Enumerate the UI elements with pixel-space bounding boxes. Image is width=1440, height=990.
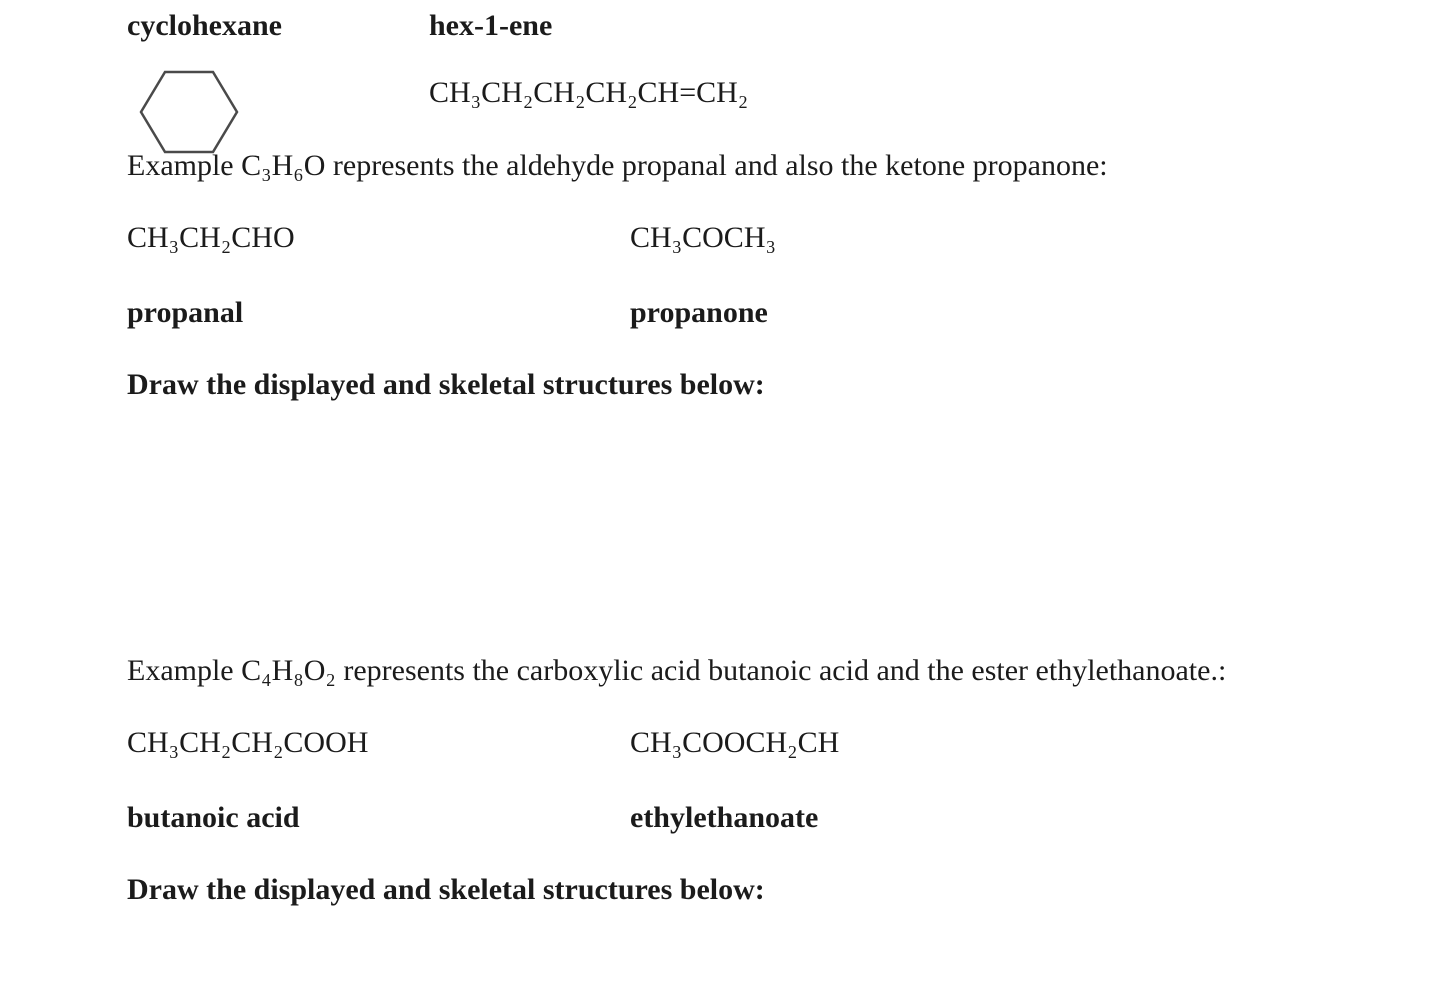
formula-butanoic-acid: CH₃CH₂CH₂COOH	[127, 726, 369, 759]
label-cyclohexane: cyclohexane	[127, 9, 282, 42]
formula-propanal: CH₃CH₂CHO	[127, 221, 295, 254]
example-butanoic-intro: Example C₄H₈O₂ represents the carboxylic acid butanoic acid and the ester ethylethanoate.:	[127, 654, 1227, 687]
label-propanal: propanal	[127, 296, 244, 329]
label-ethylethanoate: ethylethanoate	[630, 801, 819, 834]
formula-ethylethanoate: CH₃COOCH₂CH	[630, 726, 840, 759]
cyclohexane-skeletal-structure	[139, 70, 239, 154]
example-propanal-intro: Example C₃H₆O represents the aldehyde propanal and also the ketone propanone:	[127, 149, 1108, 182]
label-propanone: propanone	[630, 296, 768, 329]
formula-hex-1-ene: CH₃CH₂CH₂CH₂CH=CH₂	[429, 76, 749, 109]
draw-prompt-1: Draw the displayed and skeletal structures below:	[127, 368, 765, 401]
label-butanoic-acid: butanoic acid	[127, 801, 300, 834]
draw-prompt-2: Draw the displayed and skeletal structures below:	[127, 873, 765, 906]
label-hex-1-ene: hex-1-ene	[429, 9, 553, 42]
formula-propanone: CH₃COCH₃	[630, 221, 776, 254]
hexagon-outline	[141, 72, 237, 152]
